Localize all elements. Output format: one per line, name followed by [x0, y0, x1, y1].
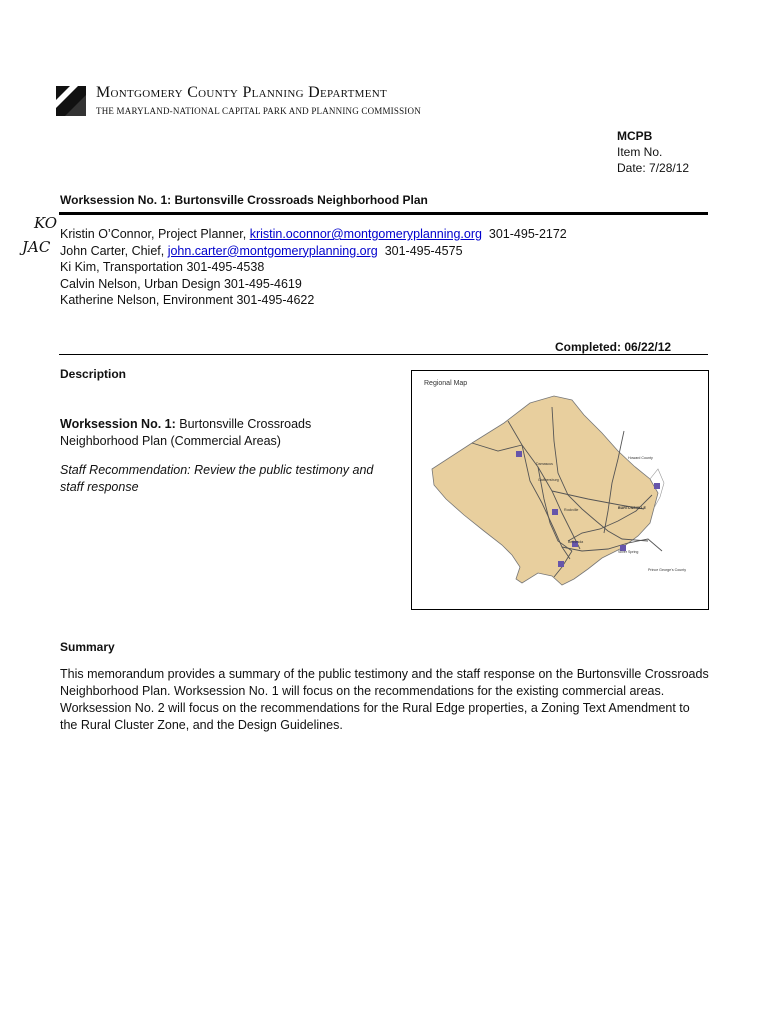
staff-line: John Carter, Chief, john.carter@montgomeryplanning.org 301-495-4575	[60, 243, 463, 258]
map-title: Regional Map	[424, 380, 468, 387]
mcpb-label: MCPB	[617, 129, 653, 143]
staff-line: Kristin O’Connor, Project Planner, kristin.oconnor@montgomeryplanning.org 301-495-2172	[60, 227, 567, 241]
staff-line: Calvin Nelson, Urban Design 301-495-4619	[60, 276, 302, 291]
map-label-rockville: Rockville	[564, 508, 579, 512]
map-label-burtonsville: BURTONSVILLE	[618, 506, 646, 510]
map-label-silver-spring: Silver Spring	[618, 550, 639, 554]
map-label-gaithersburg: Gaithersburg	[538, 478, 559, 482]
divider-thin	[59, 354, 708, 355]
email-link-carter[interactable]: john.carter@montgomeryplanning.org	[167, 243, 378, 258]
regional-map	[411, 370, 709, 610]
item-no: Item No.	[617, 145, 663, 159]
email-link-oconnor[interactable]: kristin.oconnor@montgomeryplanning.org	[249, 227, 482, 241]
map-label-prince-georges: Prince George's County	[648, 568, 687, 572]
staff-list	[60, 226, 567, 309]
summary-heading: Summary	[60, 640, 115, 654]
map-label-damascus: Damascus	[536, 462, 553, 466]
meeting-date: Date: 7/28/12	[617, 161, 690, 175]
county-shape	[432, 396, 658, 585]
completed-date: Completed: 06/22/12	[555, 340, 672, 354]
department-logo	[56, 86, 86, 116]
handwritten-initials-ko: KO	[34, 214, 58, 232]
org-title: Montgomery County Planning Department	[96, 84, 388, 101]
divider-thick	[59, 212, 708, 215]
worksession-title: Worksession No. 1: Burtonsville Crossroads Neighborhood Plan	[60, 193, 428, 207]
handwritten-initials-jac: JAC	[22, 238, 51, 256]
staff-line: Ki Kim, Transportation 301-495-4538	[60, 260, 265, 274]
meeting-info	[617, 128, 689, 176]
map-graphic	[412, 371, 708, 609]
staff-line: Katherine Nelson, Environment 301-495-4622	[60, 293, 315, 307]
org-subtitle: THE MARYLAND-NATIONAL CAPITAL PARK AND PLANNING COMMISSION	[96, 106, 421, 116]
summary-body: This memorandum provides a summary of the public testimony and the staff response on the Burtonsville Crossroads Neighborhood Plan. Worksession No. 1 will focus on the recommendations for the existing commercial areas. Worksession No. 2 will focus on the recommendations for the Rural Edge properties, a Zoning Text Amendment to the Rural Cluster Zone, and the Design Guidelines.	[60, 667, 709, 732]
map-label-howard-county: Howard County	[628, 456, 653, 460]
staff-recommendation: Staff Recommendation: Review the public testimony and staff response	[60, 463, 374, 494]
map-label-bethesda: Bethesda	[568, 540, 584, 544]
worksession-detail: Worksession No. 1: Burtonsville Crossroads Neighborhood Plan (Commercial Areas)	[60, 417, 312, 448]
description-heading: Description	[60, 367, 127, 381]
